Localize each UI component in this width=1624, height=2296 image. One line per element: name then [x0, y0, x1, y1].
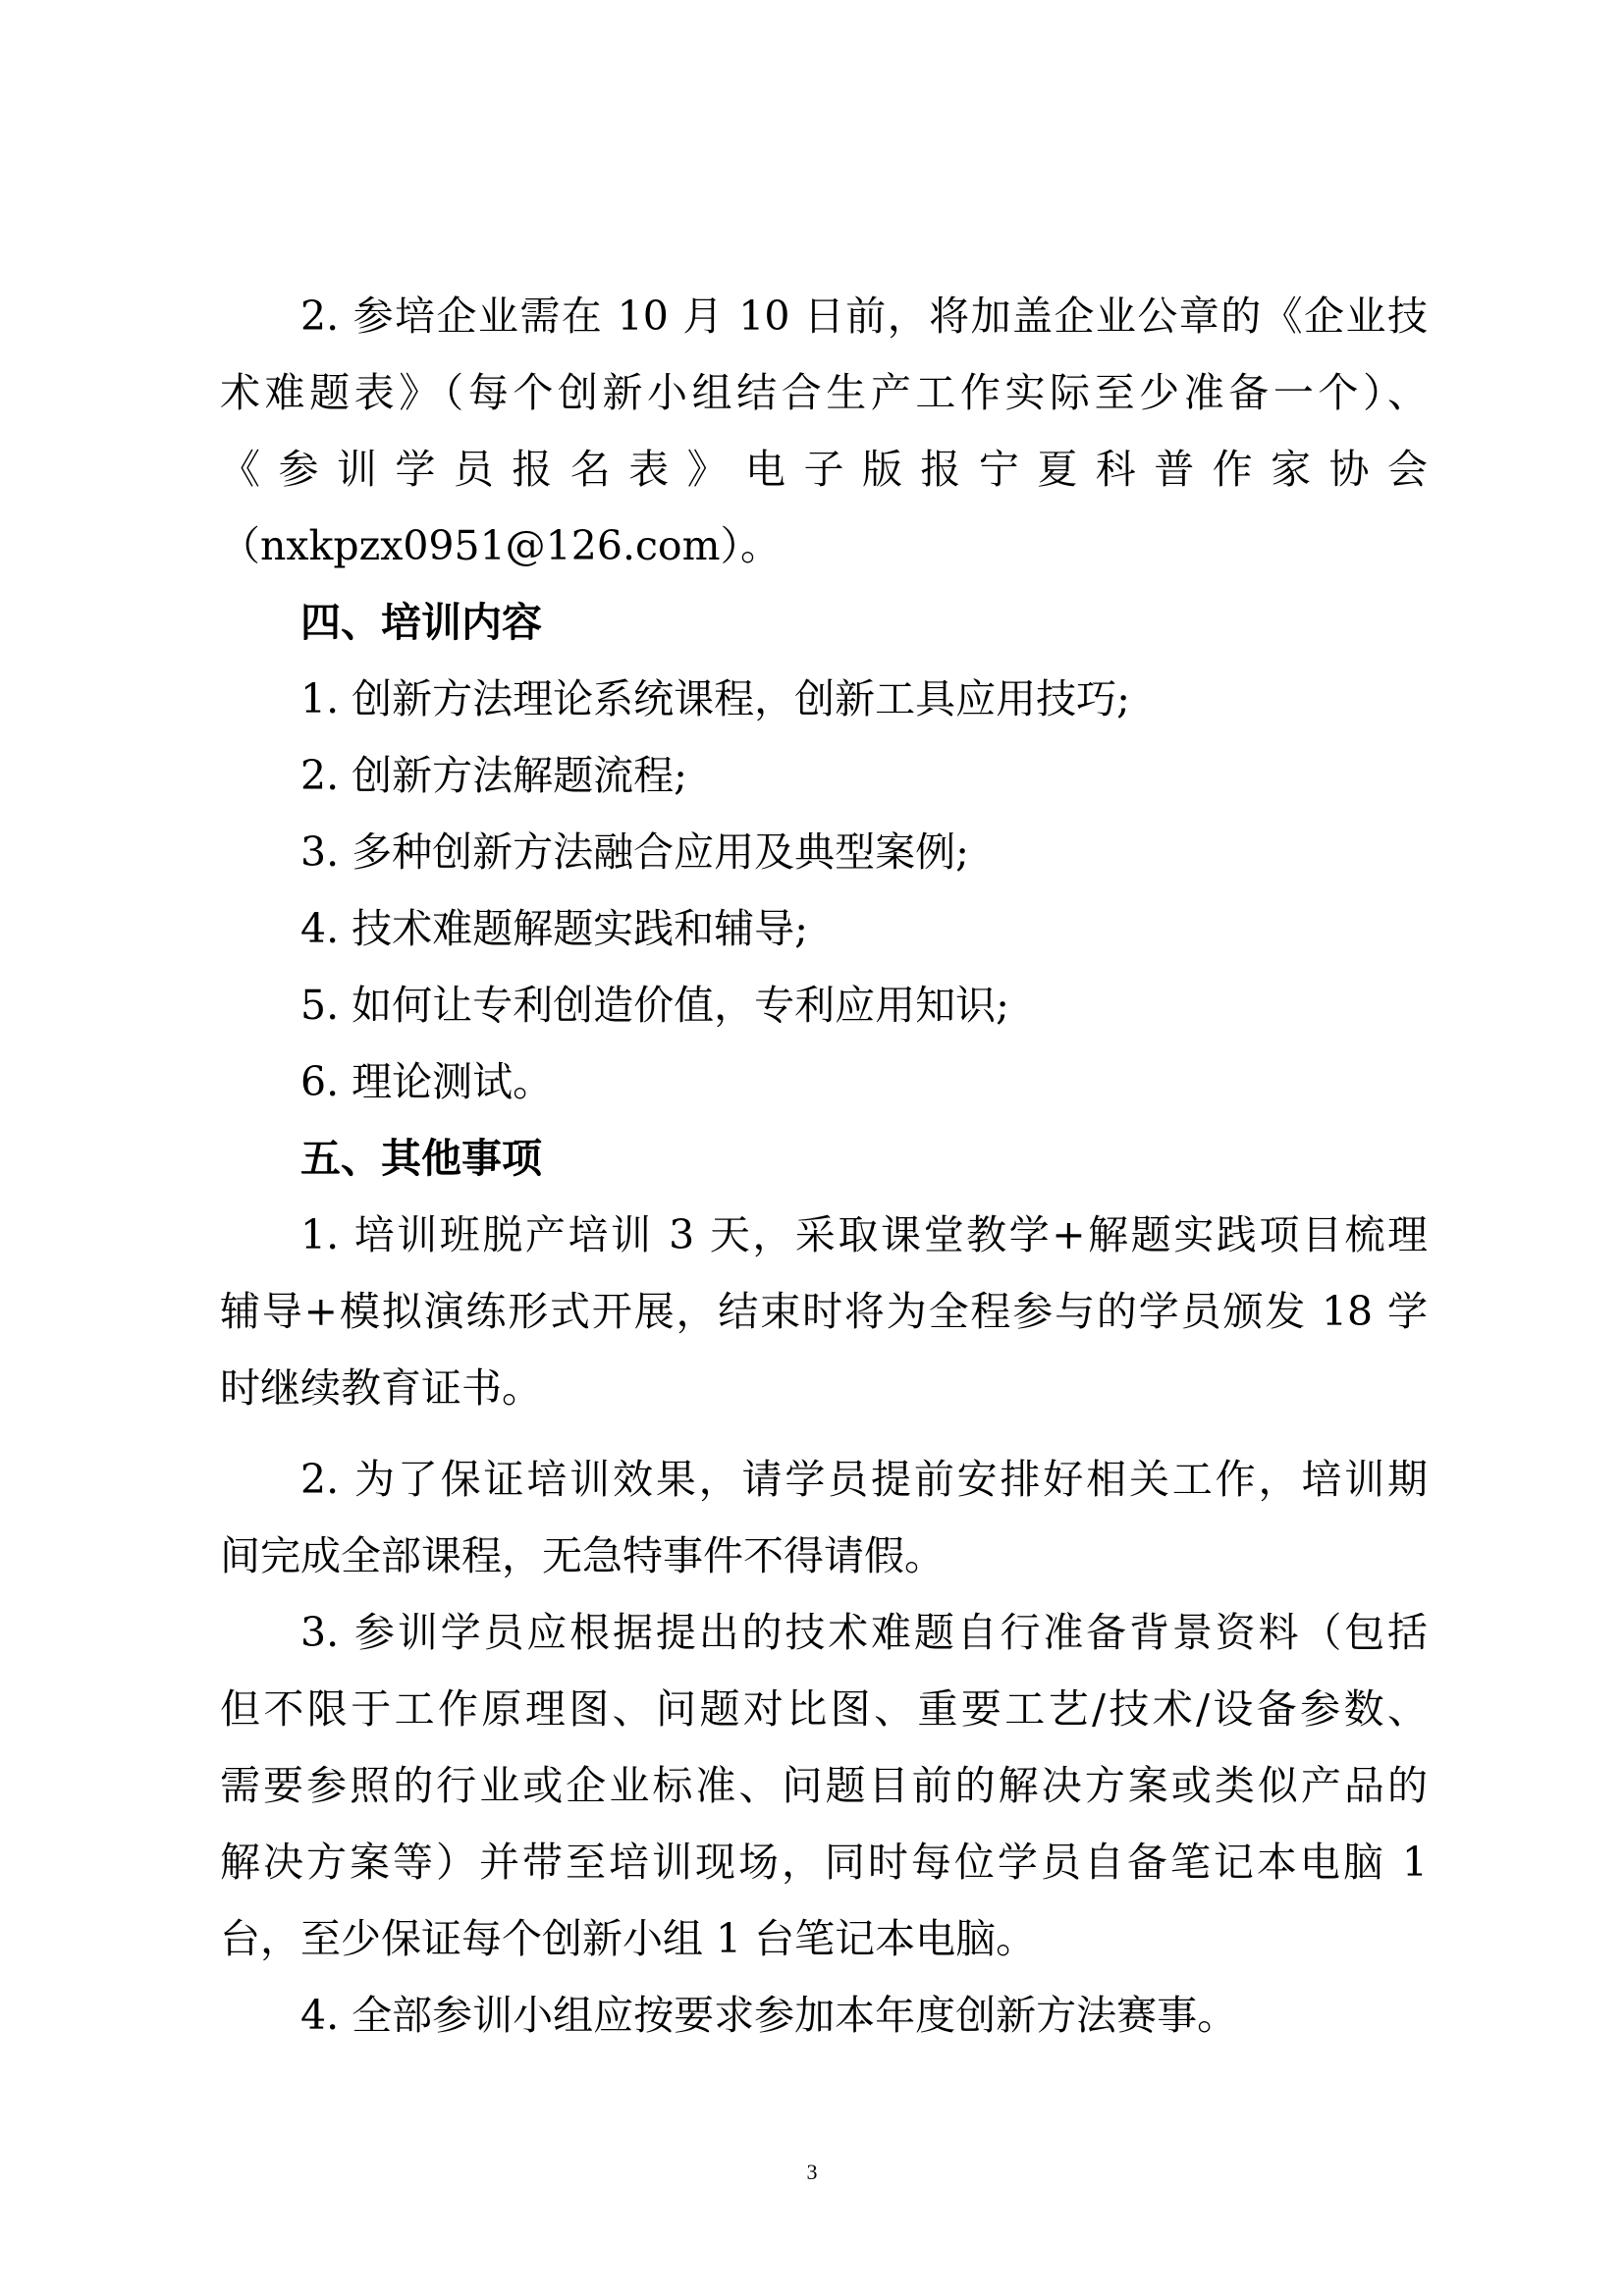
text-line: 2. 参培企业需在 10 月 10 日前，将加盖企业公章的《企业技	[300, 293, 1428, 340]
text-line: 间完成全部课程，无急特事件不得请假。	[220, 1532, 945, 1579]
text-line: 4. 全部参训小组应按要求参加本年度创新方法赛事。	[300, 1992, 1238, 2039]
page-number: 3	[806, 2160, 818, 2184]
paragraph-attendance	[220, 1441, 1428, 1594]
text-line: 1. 培训班脱产培训 3 天，采取课堂教学+解题实践项目梳理	[300, 1211, 1428, 1258]
text-line: 台，至少保证每个创新小组 1 台笔记本电脑。	[220, 1915, 1037, 1962]
document-body	[220, 278, 1428, 2054]
paragraph-submission-requirement	[220, 278, 1428, 584]
training-content-list	[220, 661, 1428, 1120]
text-line: 需要参照的行业或企业标准、问题目前的解决方案或类似产品的	[220, 1762, 1428, 1809]
text-line: 解决方案等）并带至培训现场，同时每位学员自备笔记本电脑 1	[220, 1839, 1428, 1886]
text-line: 术难题表》（每个创新小组结合生产工作实际至少准备一个）、	[220, 369, 1428, 416]
list-item: 4. 技术难题解题实践和辅导;	[300, 905, 808, 952]
list-item: 5. 如何让专利创造价值，专利应用知识;	[300, 982, 1009, 1029]
text-line: 但不限于工作原理图、问题对比图、重要工艺/技术/设备参数、	[220, 1685, 1428, 1733]
paragraph-background-materials	[220, 1594, 1428, 1977]
list-item: 6. 理论测试。	[300, 1058, 554, 1105]
text-line: 《参训学员报名表》电子版报宁夏科普作家协会	[220, 446, 1428, 493]
list-item: 1. 创新方法理论系统课程，创新工具应用技巧;	[300, 675, 1130, 722]
list-item: 2. 创新方法解题流程;	[300, 752, 687, 799]
text-line: 时继续教育证书。	[220, 1364, 542, 1412]
list-item: 3. 多种创新方法融合应用及典型案例;	[300, 828, 969, 876]
text-line: （nxkpzx0951@126.com）。	[220, 522, 781, 569]
paragraph-training-format	[220, 1197, 1428, 1426]
paragraph-competition	[220, 1977, 1428, 2054]
text-line: 3. 参训学员应根据提出的技术难题自行准备背景资料（包括	[300, 1609, 1428, 1656]
text-line: 辅导+模拟演练形式开展，结束时将为全程参与的学员颁发 18 学	[220, 1288, 1428, 1335]
section-heading-training-content: 四、培训内容	[300, 599, 542, 646]
text-line: 2. 为了保证培训效果，请学员提前安排好相关工作，培训期	[300, 1456, 1428, 1503]
section-heading-other-matters: 五、其他事项	[300, 1135, 542, 1182]
